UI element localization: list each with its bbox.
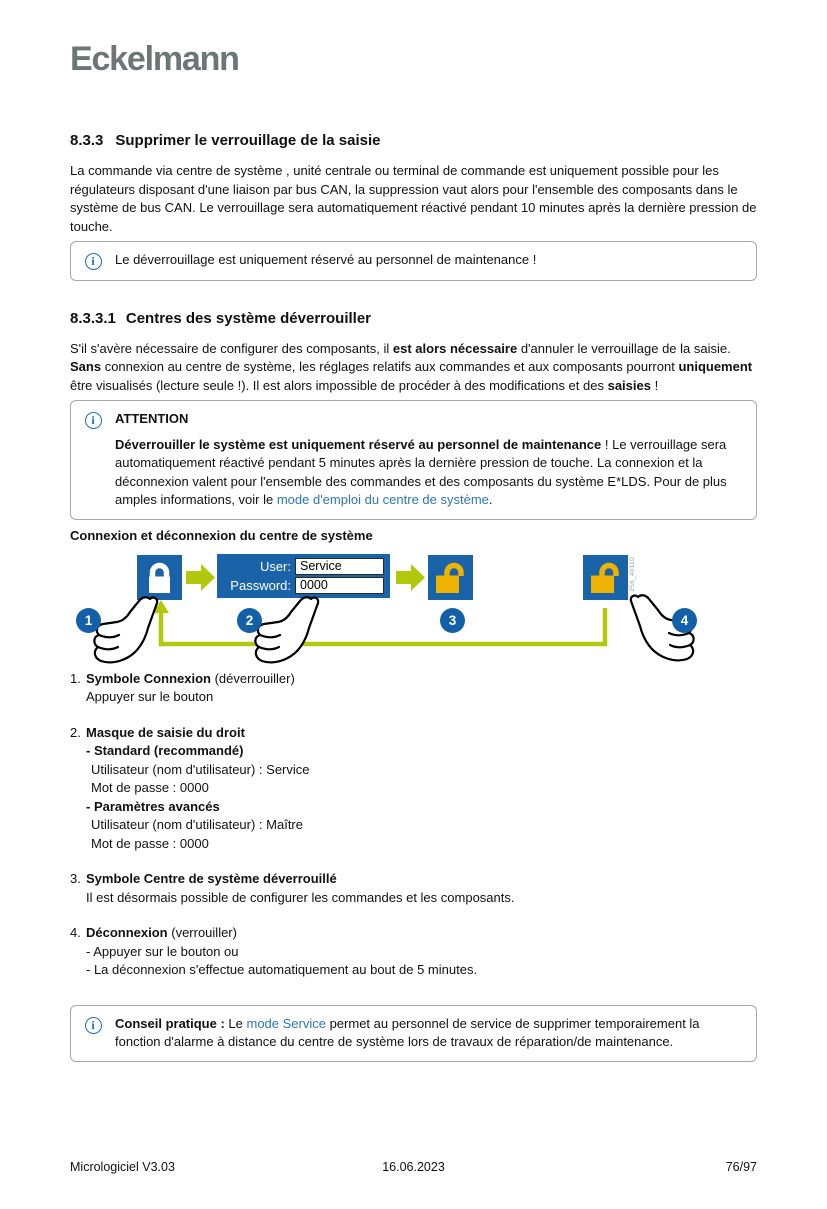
item-body bbox=[86, 870, 757, 907]
text-run: Le bbox=[224, 1015, 247, 1031]
text-run: être visualisés (lecture seule !). Il est alors impossible de procéder à des modifications et des bbox=[70, 377, 608, 393]
section-number: 8.3.3.1 bbox=[70, 309, 116, 327]
item-body bbox=[86, 924, 757, 980]
item-title-line: Masque de saisie du droit bbox=[86, 724, 245, 740]
eckelmann-logo: Eckelmann bbox=[70, 40, 239, 78]
item-title-line: Symbole Centre de système déverrouillé bbox=[86, 871, 337, 886]
text-run: S'il s'avère nécessaire de configurer des composants, il bbox=[70, 340, 393, 356]
text-run: connexion au centre de système, les réglages relatifs aux commandes et aux composants pourront bbox=[101, 359, 679, 374]
attention-title: ATTENTION bbox=[115, 411, 189, 426]
diagram-heading: Connexion et déconnexion du centre de système bbox=[70, 527, 373, 543]
info-icon-column bbox=[71, 1015, 115, 1035]
item-number: 4. bbox=[70, 925, 81, 940]
step-3-badge: 3 bbox=[440, 608, 465, 633]
attention-text bbox=[115, 410, 744, 510]
item-title-line bbox=[86, 924, 757, 943]
section-833-paragraph: La commande via centre de système , unité centrale ou terminal de commande est uniquement possible pour les régulateurs disposant d'une liaison par bus CAN, la suppression vaut alors pour l'ensemble des composants dans le système de bus CAN. Le verrouillage sera automatiquement réactivé pendant 10 minutes après la dernière pression de touche. bbox=[70, 163, 757, 234]
footer-firmware-version: Micrologiciel V3.03 bbox=[70, 1160, 175, 1174]
page-footer bbox=[70, 1160, 757, 1174]
section-8331-paragraph bbox=[70, 340, 757, 396]
steps-list bbox=[70, 670, 757, 980]
bold-run: Déverrouiller le système est uniquement réservé au personnel de maintenance bbox=[115, 436, 602, 452]
list-item bbox=[70, 924, 757, 980]
item-number: 3. bbox=[70, 871, 81, 886]
section-number: 8.3.3 bbox=[70, 132, 104, 149]
step-4-badge: 4 bbox=[672, 608, 697, 633]
text-run: ! Le verrouillage sera automatiquement réactivé pendant 5 minutes après la dernière pression de touche. La connexion et la déconnexion valent pour l'ensemble des commandes et des composants du système E*LDS. Pour de plus amples informations, voir le bbox=[115, 436, 727, 507]
info-icon: i bbox=[85, 412, 102, 429]
info-icon: i bbox=[85, 253, 102, 270]
tip-box bbox=[70, 1005, 757, 1062]
item-line: Utilisateur (nom d'utilisateur) : Service bbox=[91, 761, 310, 777]
item-subheading: - Paramètres avancés bbox=[86, 798, 220, 814]
pointing-hand-icon bbox=[243, 596, 333, 674]
bold-run: Conseil pratique : bbox=[115, 1015, 225, 1031]
item-line: - Appuyer sur le bouton ou bbox=[86, 943, 239, 959]
text-run: (verrouiller) bbox=[167, 925, 237, 940]
return-arrow bbox=[153, 600, 605, 644]
item-line: Mot de passe : 0000 bbox=[91, 780, 209, 795]
user-label: User: bbox=[259, 559, 291, 574]
item-number: 2. bbox=[70, 724, 81, 740]
step-2-badge: 2 bbox=[237, 608, 262, 633]
tip-text bbox=[115, 1015, 744, 1052]
info-icon-column bbox=[71, 251, 115, 271]
info-note-box bbox=[70, 241, 757, 281]
section-title: Centres des système déverrouiller bbox=[125, 309, 371, 327]
user-field: Service bbox=[295, 558, 384, 575]
attention-body bbox=[115, 437, 727, 508]
lock-open-icon bbox=[428, 555, 473, 600]
text-run: . bbox=[488, 492, 493, 507]
lock-closed-icon bbox=[137, 555, 182, 600]
pointing-hand-icon bbox=[616, 594, 706, 672]
section-heading-8331 bbox=[70, 310, 757, 328]
step-1-badge: 1 bbox=[76, 608, 101, 633]
password-field: 0000 bbox=[295, 577, 384, 594]
item-line: Appuyer sur le bouton bbox=[86, 689, 214, 704]
bold-run: uniquement bbox=[678, 359, 753, 374]
text-run: d'annuler le verrouillage de la saisie. bbox=[517, 340, 731, 356]
text-run: (déverrouiller) bbox=[210, 670, 295, 686]
bold-run: est alors nécessaire bbox=[392, 340, 518, 356]
section-heading-833 bbox=[70, 132, 757, 150]
figure-id-label: 256_40110 bbox=[629, 556, 636, 592]
bold-run: Symbole Connexion bbox=[86, 670, 211, 686]
list-item bbox=[70, 870, 757, 907]
text-run: ! bbox=[650, 377, 659, 393]
bold-run: Déconnexion bbox=[86, 925, 168, 940]
item-line: Il est désormais possible de configurer les commandes et les composants. bbox=[86, 889, 515, 905]
bold-run: Sans bbox=[70, 359, 102, 374]
user-row bbox=[219, 558, 388, 576]
item-number: 1. bbox=[70, 670, 81, 686]
footer-page-number: 76/97 bbox=[725, 1160, 757, 1174]
password-row bbox=[219, 577, 388, 595]
list-item bbox=[70, 724, 757, 854]
item-line: Utilisateur (nom d'utilisateur) : Maître bbox=[91, 817, 303, 832]
list-item bbox=[70, 670, 757, 707]
service-mode-link[interactable]: mode Service bbox=[246, 1015, 326, 1031]
attention-box bbox=[70, 400, 757, 520]
info-note-text: Le déverrouillage est uniquement réservé au personnel de maintenance ! bbox=[115, 252, 537, 267]
info-icon: i bbox=[85, 1017, 102, 1034]
item-body bbox=[86, 670, 757, 707]
text-run: permet au personnel de service de supprimer temporairement la fonction d'alarme à distance du centre de système lors de travaux de réparation/de maintenance. bbox=[115, 1015, 700, 1049]
bold-run: saisies bbox=[607, 377, 651, 393]
manual-link[interactable]: mode d'emploi du centre de système bbox=[276, 492, 489, 507]
document-page bbox=[0, 40, 827, 1062]
section-title: Supprimer le verrouillage de la saisie bbox=[115, 132, 381, 149]
item-subheading: - Standard (recommandé) bbox=[86, 743, 244, 758]
password-label: Password: bbox=[230, 578, 291, 593]
login-logout-diagram bbox=[70, 548, 757, 661]
footer-date: 16.06.2023 bbox=[382, 1160, 445, 1174]
item-line: - La déconnexion s'effectue automatiquement au bout de 5 minutes. bbox=[86, 962, 478, 977]
item-line: Mot de passe : 0000 bbox=[91, 835, 209, 851]
pointing-hand-icon bbox=[82, 596, 172, 674]
login-mask bbox=[217, 554, 390, 598]
item-title-line bbox=[86, 670, 757, 689]
info-icon-column bbox=[71, 410, 115, 430]
item-body bbox=[86, 724, 757, 854]
